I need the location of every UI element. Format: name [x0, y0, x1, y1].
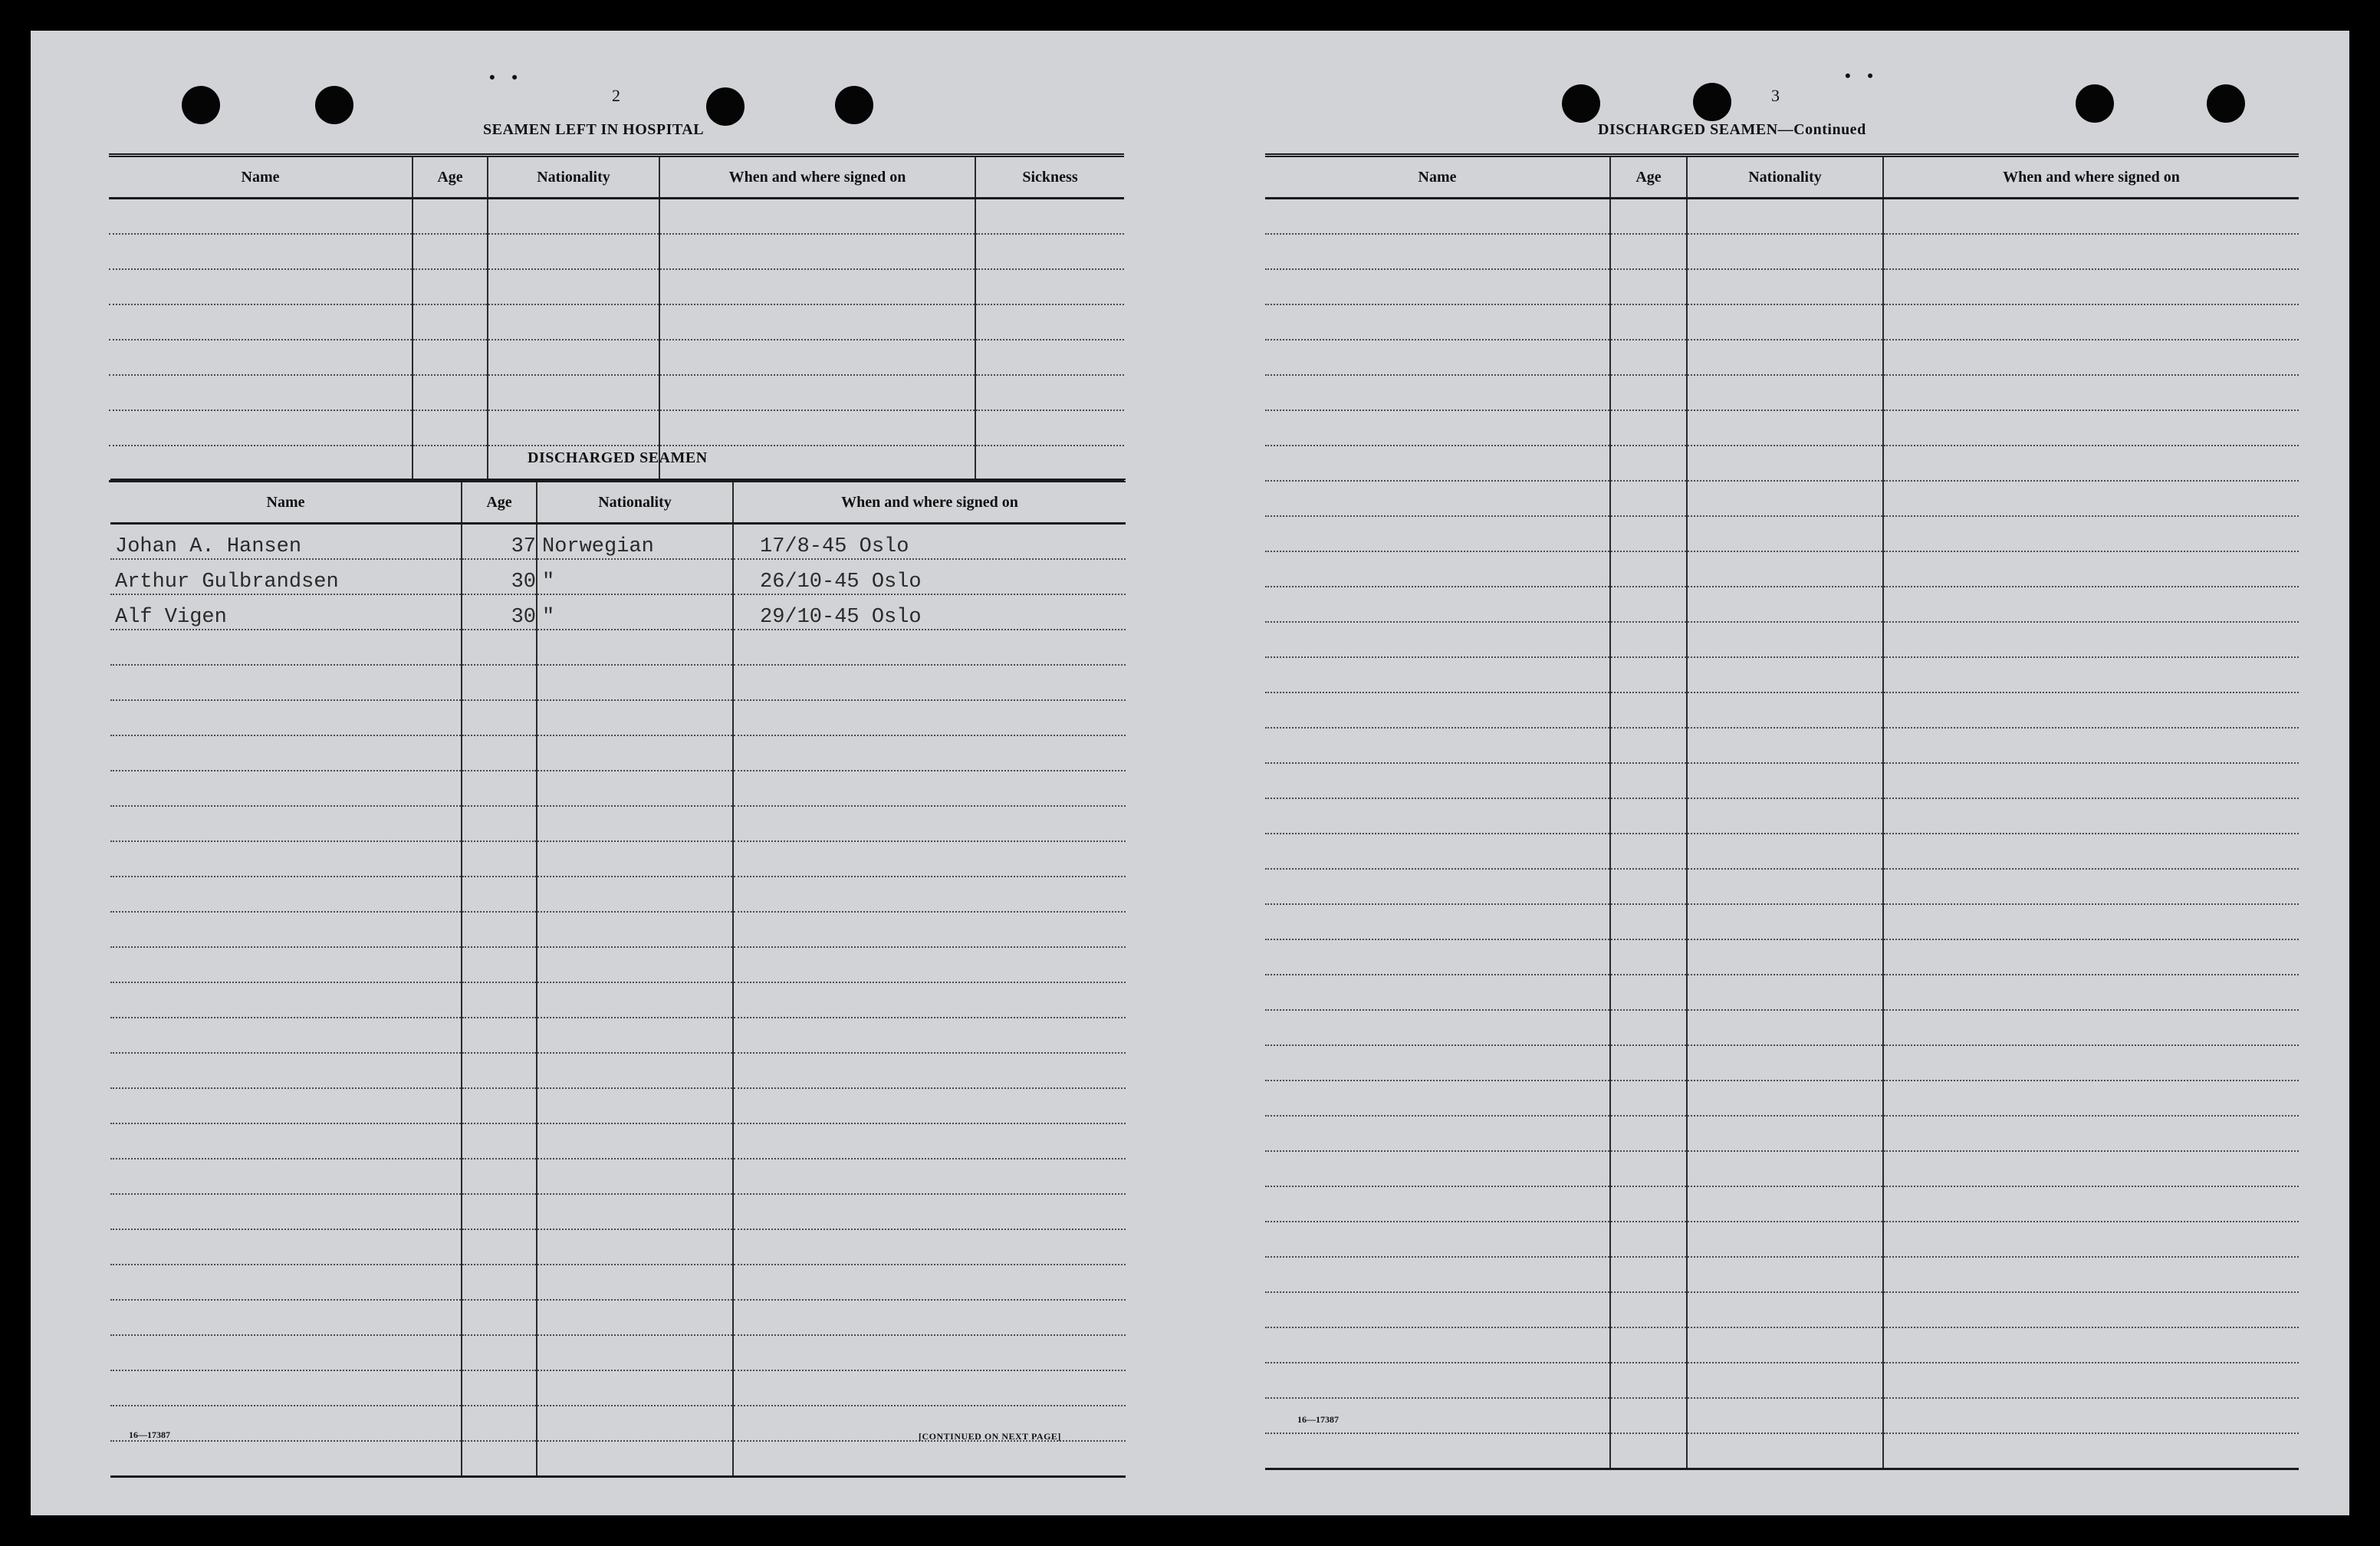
seaman-nationality: "	[537, 559, 733, 594]
table-row	[110, 559, 1126, 594]
table-row	[1265, 1116, 2299, 1151]
page-number: 2	[612, 86, 620, 105]
discharged-table	[110, 479, 1126, 1478]
column-header-age: Age	[413, 156, 488, 199]
table-row	[1265, 904, 2299, 939]
table-row	[1265, 1398, 2299, 1433]
table-row	[110, 841, 1126, 877]
table-row	[109, 410, 1124, 446]
form-number: 16—17387	[1297, 1414, 1339, 1425]
table-row	[110, 1018, 1126, 1053]
seaman-age: 30	[462, 559, 537, 594]
table-row	[1265, 375, 2299, 410]
discharged-continued-table	[1265, 153, 2299, 1470]
column-header-nationality: Nationality	[537, 481, 733, 524]
table-row	[1265, 199, 2299, 235]
punch-hole	[2207, 84, 2245, 123]
column-header-age: Age	[1610, 156, 1687, 199]
column-header-name: Name	[1265, 156, 1610, 199]
seaman-name: Johan A. Hansen	[110, 524, 462, 560]
table-row	[110, 630, 1126, 665]
page-number: 3	[1771, 86, 1780, 105]
section-title-main: DISCHARGED SEAMEN	[1598, 121, 1778, 138]
table-row	[1265, 551, 2299, 587]
table-row	[110, 1053, 1126, 1088]
table-row	[110, 1265, 1126, 1300]
table-header-row	[109, 156, 1124, 199]
table-row	[109, 375, 1124, 410]
punch-hole	[706, 87, 745, 126]
discharged-continued-title	[1598, 121, 1866, 139]
table-row	[1265, 1363, 2299, 1398]
table-row	[1265, 446, 2299, 481]
table-row	[1265, 1186, 2299, 1222]
table-row	[1265, 1151, 2299, 1186]
seaman-name: Alf Vigen	[110, 594, 462, 630]
table-row	[110, 594, 1126, 630]
column-header-name: Name	[110, 481, 462, 524]
table-header-row	[1265, 156, 2299, 199]
column-header-nationality: Nationality	[488, 156, 659, 199]
seaman-name: Arthur Gulbrandsen	[110, 559, 462, 594]
table-row	[110, 771, 1126, 806]
table-header-row	[110, 481, 1126, 524]
table-row	[110, 912, 1126, 947]
table-row	[1265, 1257, 2299, 1292]
page-dots: • •	[489, 67, 524, 87]
punch-hole	[2076, 84, 2114, 123]
table-row	[1265, 1292, 2299, 1327]
table-row	[1265, 481, 2299, 516]
punch-hole	[1693, 83, 1731, 121]
table-row	[1265, 763, 2299, 798]
table-row	[109, 234, 1124, 269]
table-row	[1265, 340, 2299, 375]
table-row	[110, 1229, 1126, 1265]
column-header-signed-on: When and where signed on	[733, 481, 1126, 524]
table-row	[1265, 269, 2299, 304]
column-header-nationality: Nationality	[1687, 156, 1883, 199]
punch-hole	[1562, 84, 1600, 123]
table-row	[1265, 657, 2299, 692]
column-header-sickness: Sickness	[975, 156, 1124, 199]
table-row	[1265, 869, 2299, 904]
table-row	[110, 665, 1126, 700]
seaman-signed-on: 17/8-45 Oslo	[733, 524, 1126, 560]
punch-hole	[315, 86, 353, 124]
table-row	[110, 1194, 1126, 1229]
table-row	[110, 1300, 1126, 1335]
form-number: 16—17387	[129, 1429, 170, 1440]
column-header-signed-on: When and where signed on	[1883, 156, 2299, 199]
table-row	[110, 735, 1126, 771]
table-row	[1265, 1045, 2299, 1081]
table-row	[1265, 516, 2299, 551]
table-row	[109, 304, 1124, 340]
punch-hole	[182, 86, 220, 124]
seaman-age: 37	[462, 524, 537, 560]
table-row	[1265, 798, 2299, 834]
table-row	[1265, 234, 2299, 269]
table-row	[1265, 410, 2299, 446]
table-row	[110, 1370, 1126, 1406]
table-row	[1265, 622, 2299, 657]
table-row	[110, 1088, 1126, 1123]
seaman-nationality: Norwegian	[537, 524, 733, 560]
table-row	[1265, 1081, 2299, 1116]
table-row	[1265, 975, 2299, 1010]
table-row	[110, 982, 1126, 1018]
seaman-signed-on: 29/10-45 Oslo	[733, 594, 1126, 630]
table-row	[110, 1123, 1126, 1159]
column-header-signed-on: When and where signed on	[659, 156, 975, 199]
table-row	[1265, 1222, 2299, 1257]
table-row	[1265, 587, 2299, 622]
table-row	[110, 947, 1126, 982]
seaman-nationality: "	[537, 594, 733, 630]
table-row	[110, 700, 1126, 735]
page-dots: • •	[1845, 66, 1879, 85]
table-row	[1265, 728, 2299, 763]
punch-hole	[835, 86, 873, 124]
table-row	[110, 877, 1126, 912]
column-header-name: Name	[109, 156, 413, 199]
table-row	[1265, 1010, 2299, 1045]
table-row	[110, 1335, 1126, 1370]
seaman-age: 30	[462, 594, 537, 630]
table-row	[109, 269, 1124, 304]
table-row	[110, 524, 1126, 560]
document-sheet	[31, 31, 2349, 1515]
table-row	[1265, 304, 2299, 340]
table-row	[1265, 692, 2299, 728]
table-row	[109, 340, 1124, 375]
table-row	[110, 806, 1126, 841]
table-row	[110, 1159, 1126, 1194]
table-row	[1265, 1327, 2299, 1363]
discharged-section-title: DISCHARGED SEAMEN	[528, 449, 708, 466]
table-row	[110, 1441, 1126, 1477]
table-row	[1265, 834, 2299, 869]
table-row	[1265, 939, 2299, 975]
column-header-age: Age	[462, 481, 537, 524]
hospital-section-title: SEAMEN LEFT IN HOSPITAL	[483, 121, 705, 138]
section-title-suffix: —Continued	[1777, 121, 1866, 138]
table-row	[1265, 1433, 2299, 1469]
hospital-table	[109, 153, 1124, 482]
table-row	[109, 199, 1124, 235]
continued-note: [CONTINUED ON NEXT PAGE]	[919, 1431, 1061, 1442]
seaman-signed-on: 26/10-45 Oslo	[733, 559, 1126, 594]
